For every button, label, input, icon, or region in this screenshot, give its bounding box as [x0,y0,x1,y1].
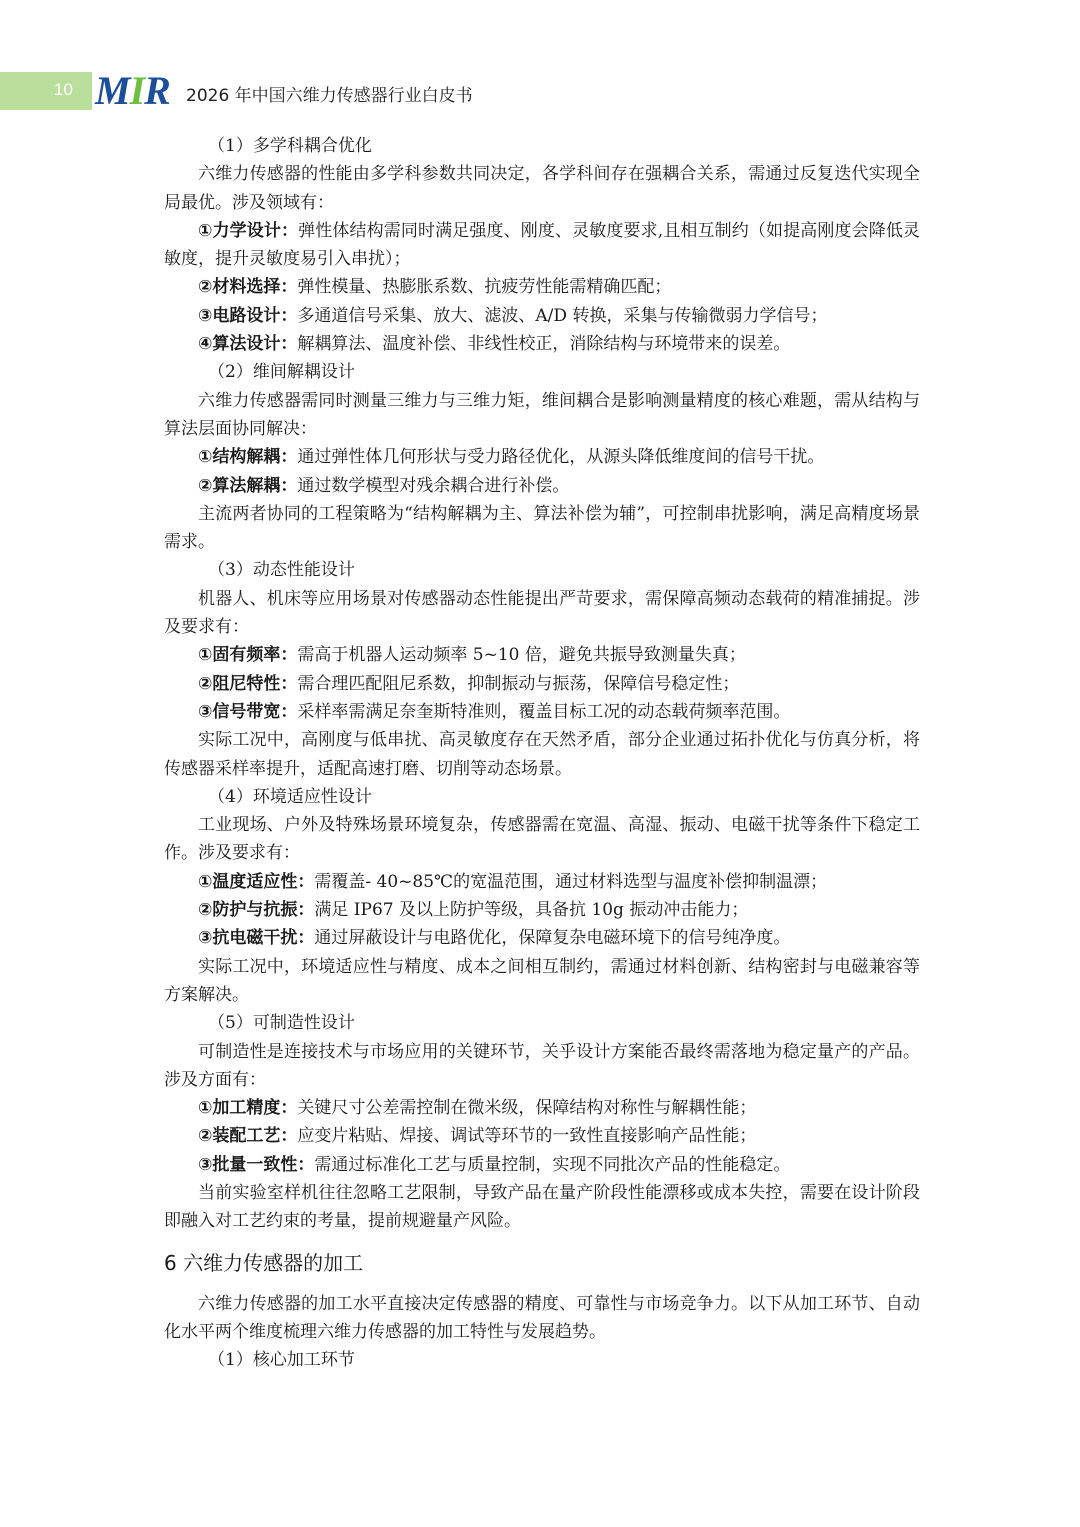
item-label: ②材料选择： [198,277,298,298]
item-label: ②装配工艺： [198,1126,298,1147]
list-item [164,698,920,726]
list-item [164,330,920,358]
paragraph: 六维力传感器的加工水平直接决定传感器的精度、可靠性与市场竞争力。以下从加工环节、自动化水平两个维度梳理六维力传感器的加工特性与发展趋势。 [164,1293,920,1342]
item-label: ②防护与抗振： [198,900,315,921]
list-item [164,896,920,924]
item-text: 通过弹性体几何形状与受力路径优化，从源头降低维度间的信号干扰。 [297,447,825,468]
paragraph: 六维力传感器需同时测量三维力与三维力矩，维间耦合是影响测量精度的核心难题，需从结构与算法层面协同解决： [164,390,920,439]
item-text: 需覆盖- 40~85℃的宽温范围，通过材料选型与温度补偿抑制温漂； [314,871,828,892]
list-item [164,302,920,330]
item-text: 需通过标准化工艺与质量控制，实现不同批次产品的性能稳定。 [314,1154,791,1175]
paragraph: 实际工况中，环境适应性与精度、成本之间相互制约，需通过材料创新、结构密封与电磁兼容等方案解决。 [164,956,920,1005]
paragraph: 当前实验室样机往往忽略工艺限制，导致产品在量产阶段性能漂移或成本失控，需要在设计阶段即融入对工艺约束的考量，提前规避量产风险。 [164,1182,920,1232]
item-text: 通过屏蔽设计与电路优化，保障复杂电磁环境下的信号纯净度。 [314,928,791,949]
logo-letter-m: M [95,68,130,113]
item-text: 需合理匹配阻尼系数，抑制振动与振荡，保障信号稳定性； [297,673,740,694]
logo-letter-i: I [129,68,145,113]
item-text: 弹性模量、热膨胀系数、抗疲劳性能需精确匹配； [297,277,672,298]
page-number: 10 [54,80,73,99]
list-item [164,273,920,301]
list-item [164,1094,920,1122]
item-label: ①加工精度： [198,1098,298,1119]
item-label: ①固有频率： [198,645,298,666]
item-label: ②算法解耦： [198,475,298,496]
item-label: ③抗电磁干扰： [198,928,315,949]
document-title: 2026 年中国六维力传感器行业白皮书 [186,86,473,106]
paragraph: 实际工况中，高刚度与低串扰、高灵敏度存在天然矛盾，部分企业通过拓扑优化与仿真分析，将传感器采样率提升，适配高速打磨、切削等动态场景。 [164,730,920,779]
subsection-heading: （2）维间解耦设计 [208,362,355,383]
item-text: 应变片粘贴、焊接、调试等环节的一致性直接影响产品性能； [297,1126,757,1147]
list-item [164,472,920,500]
item-text: 通过数学模型对残余耦合进行补偿。 [297,475,570,496]
logo-letter-r: R [144,68,170,113]
item-label: ②阻尼特性： [198,673,298,694]
item-text: 关键尺寸公差需控制在微米级，保障结构对称性与解耦性能； [297,1098,757,1119]
item-text: 弹性体结构需同时满足强度、刚度、灵敏度要求,且相互制约（如提高刚度会降低灵敏度，提升灵敏度易引入串扰）； [164,220,920,270]
paragraph: 机器人、机床等应用场景对传感器动态性能提出严苛要求，需保障高频动态载荷的精准捕捉。涉及要求有： [164,588,920,638]
item-label: ①力学设计： [198,220,299,241]
list-item [164,670,920,698]
item-label: ④算法设计： [198,334,298,355]
paragraph: 六维力传感器的性能由多学科参数共同决定，各学科间存在强耦合关系，需通过反复迭代实现全局最优。涉及领域有： [164,164,920,213]
subsection-heading: （1）多学科耦合优化 [208,136,372,156]
item-label: ①温度适应性： [198,871,315,892]
header-accent-bar [0,72,92,110]
item-text: 采样率需满足奈奎斯特准则，覆盖目标工况的动态载荷频率范围。 [297,701,791,722]
item-text: 多通道信号采集、放大、滤波、A/D 转换，采集与传输微弱力学信号； [297,305,828,326]
list-item [164,1122,920,1150]
section-heading: 6 六维力传感器的加工 [164,1250,364,1275]
list-item [164,924,920,952]
subsection-heading: （1）核心加工环节 [208,1350,355,1371]
item-text: 解耦算法、温度补偿、非线性校正，消除结构与环境带来的误差。 [297,334,791,355]
item-label: ①结构解耦： [198,447,298,468]
paragraph: 工业现场、户外及特殊场景环境复杂，传感器需在宽温、高湿、振动、电磁干扰等条件下稳定工作。涉及要求有： [164,815,920,864]
subsection-heading: （4）环境适应性设计 [208,786,372,807]
subsection-heading: （3）动态性能设计 [208,560,355,581]
list-item [164,443,920,471]
list-item [164,868,920,896]
item-label: ③批量一致性： [198,1154,315,1175]
item-label: ③电路设计： [198,305,298,326]
subsection-heading: （5）可制造性设计 [208,1013,355,1034]
mir-logo [95,67,170,114]
item-text: 需高于机器人运动频率 5~10 倍，避免共振导致测量失真； [297,645,746,666]
list-item [164,1151,920,1179]
paragraph: 主流两者协同的工程策略为“结构解耦为主、算法补偿为辅”，可控制串扰影响，满足高精度场景需求。 [164,503,920,553]
item-label: ③信号带宽： [198,701,298,722]
paragraph: 可制造性是连接技术与市场应用的关键环节，关乎设计方案能否最终需落地为稳定量产的产品。涉及方面有： [164,1041,920,1090]
page-content [164,132,920,1374]
list-item [164,641,920,669]
list-item [164,217,920,274]
item-text: 满足 IP67 及以上防护等级，具备抗 10g 振动冲击能力； [314,900,749,921]
